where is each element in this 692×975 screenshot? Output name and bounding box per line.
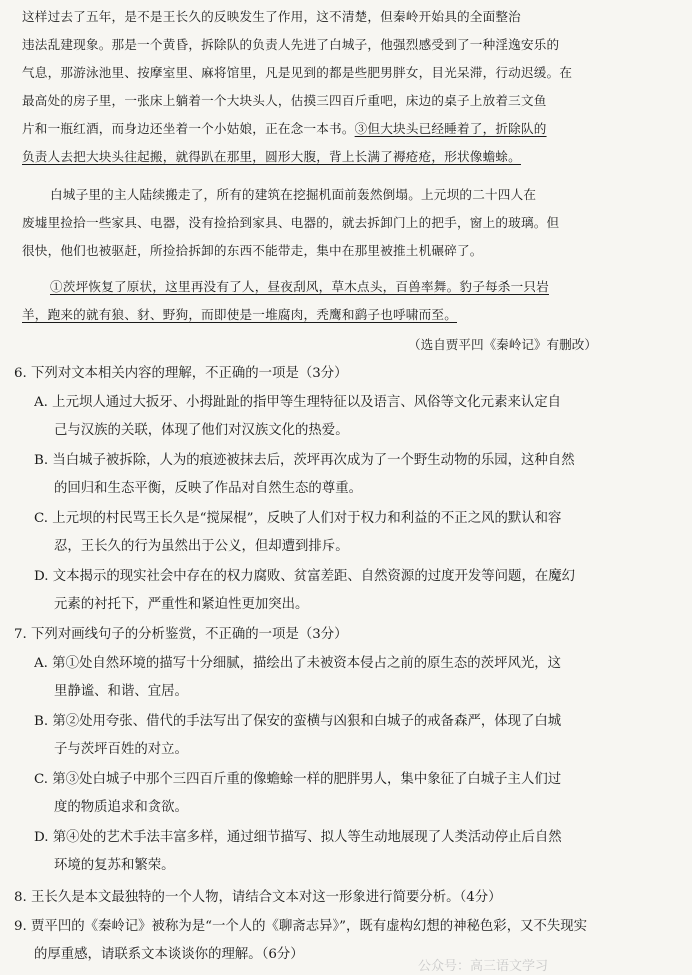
passage-line: 气息，那游泳池里、按摩室里、麻将馆里，凡是见到的都是些肥男胖女，目光呆滞，行动迟缓。在 xyxy=(22,65,573,80)
source-citation: （选自贾平凹《秦岭记》有删改） xyxy=(408,337,597,352)
q6-option-d-cont: 元素的衬托下，严重性和紧迫性更加突出。 xyxy=(54,597,309,612)
passage-line-with-underline xyxy=(22,120,547,138)
passage-line: 违法乱建现象。那是一个黄昏，拆除队的负责人先进了白城子，他强烈感受到了一种淫逸安乐的 xyxy=(22,37,560,52)
q6-option-a-cont: 己与汉族的关联，体现了他们对汉族文化的热爱。 xyxy=(54,423,349,438)
q7-option-a: A. 第①处自然环境的描写十分细腻，描绘出了未被资本侵占之前的原生态的茨坪风光，这 xyxy=(34,656,562,671)
q7-option-d-cont: 环境的复苏和繁荣。 xyxy=(54,858,175,873)
q6-option-b-cont: 的回归和生态平衡，反映了作品对自然生态的尊重。 xyxy=(54,481,362,496)
watermark: 公众号：高三语文学习 xyxy=(418,959,549,974)
question-7-stem: 7. 下列对画线句子的分析鉴赏，不正确的一项是（3分） xyxy=(14,627,348,642)
passage-line: 最高处的房子里，一张床上躺着一个大块头人，估摸三四百斤重吧，床边的桌子上放着三文鱼 xyxy=(22,93,547,108)
passage-text: 片和一瓶红酒，而身边还坐着一个小姑娘，正在念一本书。 xyxy=(22,121,355,136)
underlined-sentence-3-cont: 负责人去把大块头往起搬，就得趴在那里，圆形大腹，背上长满了褥疮疮，形状像蟾蜍。 xyxy=(22,149,521,164)
passage-line: 很快，他们也被驱赶，所捡拾拆卸的东西不能带走，集中在那里被推土机碾碎了。 xyxy=(22,243,483,258)
passage-line: 白城子里的主人陆续搬走了，所有的建筑在挖掘机面前轰然倒塌。上元坝的二十四人在 xyxy=(50,187,537,202)
q6-option-d: D. 文本揭示的现实社会中存在的权力腐败、贫富差距、自然资源的过度开发等问题，在魔幻 xyxy=(34,569,576,584)
passage-line: 这样过去了五年，是不是王长久的反映发生了作用，这不清楚，但秦岭开始具的全面整治 xyxy=(22,9,521,24)
passage-line: 废墟里捡拾一些家具、电器，没有捡拾到家具、电器的，就去拆卸门上的把手，窗上的玻璃。但 xyxy=(22,215,560,230)
underlined-sentence-1: ①茨坪恢复了原状，这里再没有了人，昼夜刮风，草木点头，百兽率舞。豹子每杀一只岩 xyxy=(50,279,549,294)
question-8-stem: 8. 王长久是本文最独特的一个人物，请结合文本对这一形象进行简要分析。（4分） xyxy=(14,890,502,905)
q7-option-b-cont: 子与茨坪百姓的对立。 xyxy=(54,742,188,757)
question-9-stem-cont: 的厚重感，请联系文本谈谈你的理解。（6分） xyxy=(34,947,304,962)
question-9-stem: 9. 贾平凹的《秦岭记》被称为是“一个人的《聊斋志异》”，既有虚构幻想的神秘色彩，又不失现实 xyxy=(14,919,588,934)
q6-option-a: A. 上元坝人通过大扳牙、小拇趾趾的指甲等生理特征以及语言、风俗等文化元素来认定自 xyxy=(34,395,562,410)
q7-option-d: D. 第④处的艺术手法丰富多样，通过细节描写、拟人等生动地展现了人类活动停止后自然 xyxy=(34,830,562,845)
question-6-stem: 6. 下列对文本相关内容的理解，不正确的一项是（3分） xyxy=(14,366,348,381)
underlined-sentence-1-cont: 羊，跑来的就有狼、豺、野狗，而即使是一堆腐肉，秃鹰和鹞子也呼啸而至。 xyxy=(22,307,457,322)
underlined-sentence-3: ③但大块头已经睡着了，折除队的 xyxy=(354,121,547,136)
q6-option-b: B. 当白城子被拆除，人为的痕迹被抹去后，茨坪再次成为了一个野生动物的乐园，这种自然 xyxy=(34,453,575,468)
q6-option-c-cont: 忍，王长久的行为虽然出于公义，但却遭到排斥。 xyxy=(54,539,349,554)
q7-option-c: C. 第③处白城子中那个三四百斤重的像蟾蜍一样的肥胖男人，集中象征了白城子主人们过 xyxy=(34,772,562,787)
q6-option-c: C. 上元坝的村民骂王长久是“搅屎棍”，反映了人们对于权力和利益的不正之风的默认和容 xyxy=(34,511,562,526)
q7-option-c-cont: 度的物质追求和贪欲。 xyxy=(54,800,188,815)
q7-option-a-cont: 里静谧、和谐、宜居。 xyxy=(54,684,188,699)
q7-option-b: B. 第②处用夸张、借代的手法写出了保安的蛮横与凶狠和白城子的戒备森严，体现了白城 xyxy=(34,714,562,729)
